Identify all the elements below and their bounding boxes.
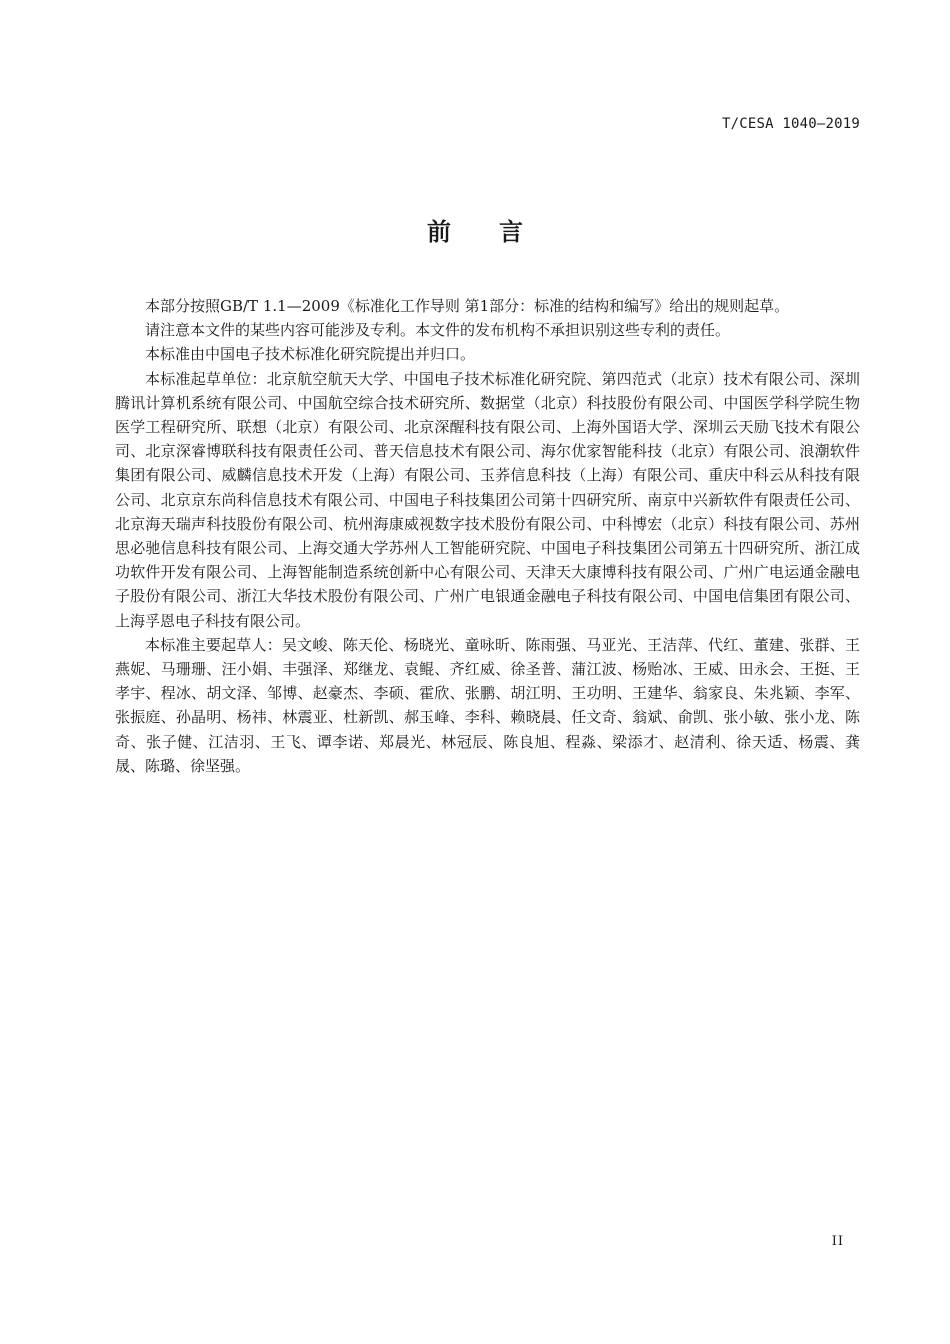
title-char-2: 言 bbox=[499, 218, 523, 246]
page-number: II bbox=[831, 1234, 844, 1249]
paragraph-drafting-units: 本标准起草单位：北京航空航天大学、中国电子技术标准化研究院、第四范式（北京）技术有限公司、深圳腾讯计算机系统有限公司、中国航空综合技术研究所、数据堂（北京）科技股份有限公司、中国医学科学院生物医学工程研究所、联想（北京）有限公司、北京深醒科技有限公司、上海外国语大学、深圳云天励飞技术有限公司、北京深睿博联科技有限责任公司、普天信息技术有限公司、海尔优家智能科技（北京）有限公司、浪潮软件集团有限公司、威麟信息技术开发（上海）有限公司、玉荞信息科技（上海）有限公司、重庆中科云从科技有限公司、北京京东尚科信息技术有限公司、中国电子科技集团公司第十四研究所、南京中兴新软件有限责任公司、北京海天瑞声科技股份有限公司、杭州海康威视数字技术股份有限公司、中科博宏（北京）科技有限公司、苏州思必驰信息科技有限公司、上海交通大学苏州人工智能研究院、中国电子科技集团公司第五十四研究所、浙江成功软件开发有限公司、上海智能制造系统创新中心有限公司、天津天大康博科技有限公司、广州广电运通金融电子股份有限公司、浙江大华技术股份有限公司、广州广电银通金融电子科技有限公司、中国电信集团有限公司、上海孚恩电子科技有限公司。 bbox=[115, 369, 860, 630]
paragraph-proposer: 本标准由中国电子技术标准化研究院提出并归口。 bbox=[145, 345, 476, 364]
title-char-1: 前 bbox=[427, 218, 451, 246]
foreword-body bbox=[115, 294, 860, 778]
page-title bbox=[0, 212, 950, 247]
paragraph-drafting-rules: 本部分按照GB/T 1.1—2009《标准化工作导则 第1部分：标准的结构和编写》给出的规则起草。 bbox=[145, 297, 790, 315]
paragraph-patent-notice: 请注意本文件的某些内容可能涉及专利。本文件的发布机构不承担识别这些专利的责任。 bbox=[145, 321, 731, 340]
paragraph-drafters: 本标准主要起草人：吴文峻、陈天伦、杨晓光、童咏昕、陈雨强、马亚光、王洁萍、代红、董建、张群、王燕妮、马珊珊、汪小娟、丰强泽、郑继龙、袁鲲、齐红威、徐圣普、蒲江波、杨贻冰、王威、田永会、王挺、王孝宇、程冰、胡文泽、邹博、赵豪杰、李硕、霍欣、张鹏、胡江明、王功明、王建华、翁家良、朱兆颖、李军、张振庭、孙晶明、杨祎、林震亚、杜新凯、郝玉峰、李科、赖晓晨、任文奇、翁斌、俞凯、张小敏、张小龙、陈奇、张子健、江洁羽、王飞、谭李诺、郑晨光、林冠辰、陈良旭、程淼、梁添才、赵清利、徐天适、杨震、龚晟、陈璐、徐坚强。 bbox=[115, 635, 860, 775]
document-id: T/CESA 1040—2019 bbox=[721, 116, 860, 132]
